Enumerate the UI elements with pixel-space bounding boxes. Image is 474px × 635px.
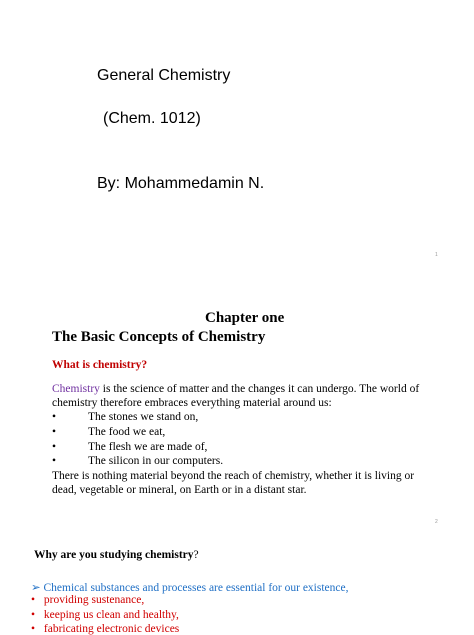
essential-point-text: Chemical substances and processes are essential for our existence,: [40, 582, 349, 594]
why-question-text: Why are you studying chemistry: [34, 549, 194, 561]
bullet-icon: •: [52, 426, 57, 438]
course-code: (Chem. 1012): [103, 110, 201, 127]
title-slide: [0, 0, 474, 265]
definition-line-2: chemistry therefore embraces everything material around us:: [52, 397, 332, 409]
course-title: General Chemistry: [97, 67, 231, 84]
page-number: 2: [435, 519, 438, 525]
bullet-icon: •: [52, 411, 57, 423]
bullet-icon: •: [31, 594, 36, 606]
motivation-slide: [0, 545, 474, 635]
definition-line-1: [52, 382, 419, 396]
arrow-bullet-icon: ➢: [31, 582, 41, 594]
list-item: [31, 609, 179, 621]
why-question-mark: ?: [193, 549, 199, 561]
definition-text: is the science of matter and the changes it can undergo. The world of: [99, 383, 420, 395]
why-question: [34, 549, 199, 561]
closing-line-1: There is nothing material beyond the reach of chemistry, whether it is living or: [52, 470, 415, 482]
list-item-text: providing sustenance,: [43, 594, 145, 606]
list-item: [31, 623, 179, 635]
list-item-text: The silicon in our computers.: [88, 455, 224, 467]
list-item-text: The flesh we are made of,: [88, 441, 208, 453]
list-item-text: The stones we stand on,: [88, 411, 199, 423]
list-item-text: The food we eat,: [88, 426, 166, 438]
chapter-slide: [0, 268, 474, 553]
author-line: By: Mohammedamin N.: [97, 175, 265, 192]
page-number: 1: [435, 252, 438, 258]
bullet-icon: •: [52, 455, 57, 467]
essential-point: [31, 580, 348, 594]
chapter-heading: The Basic Concepts of Chemistry: [52, 329, 266, 345]
list-item-text: keeping us clean and healthy,: [43, 609, 179, 621]
bullet-icon: •: [31, 623, 36, 635]
chemistry-term: Chemistry: [52, 383, 100, 395]
list-item-text: fabricating electronic devices: [43, 623, 180, 635]
section-question: What is chemistry?: [52, 359, 148, 371]
closing-line-2: dead, vegetable or mineral, on Earth or in a distant star.: [52, 484, 307, 496]
list-item: [31, 594, 144, 606]
bullet-icon: •: [52, 441, 57, 453]
bullet-icon: •: [31, 609, 36, 621]
chapter-title: Chapter one: [205, 310, 285, 326]
